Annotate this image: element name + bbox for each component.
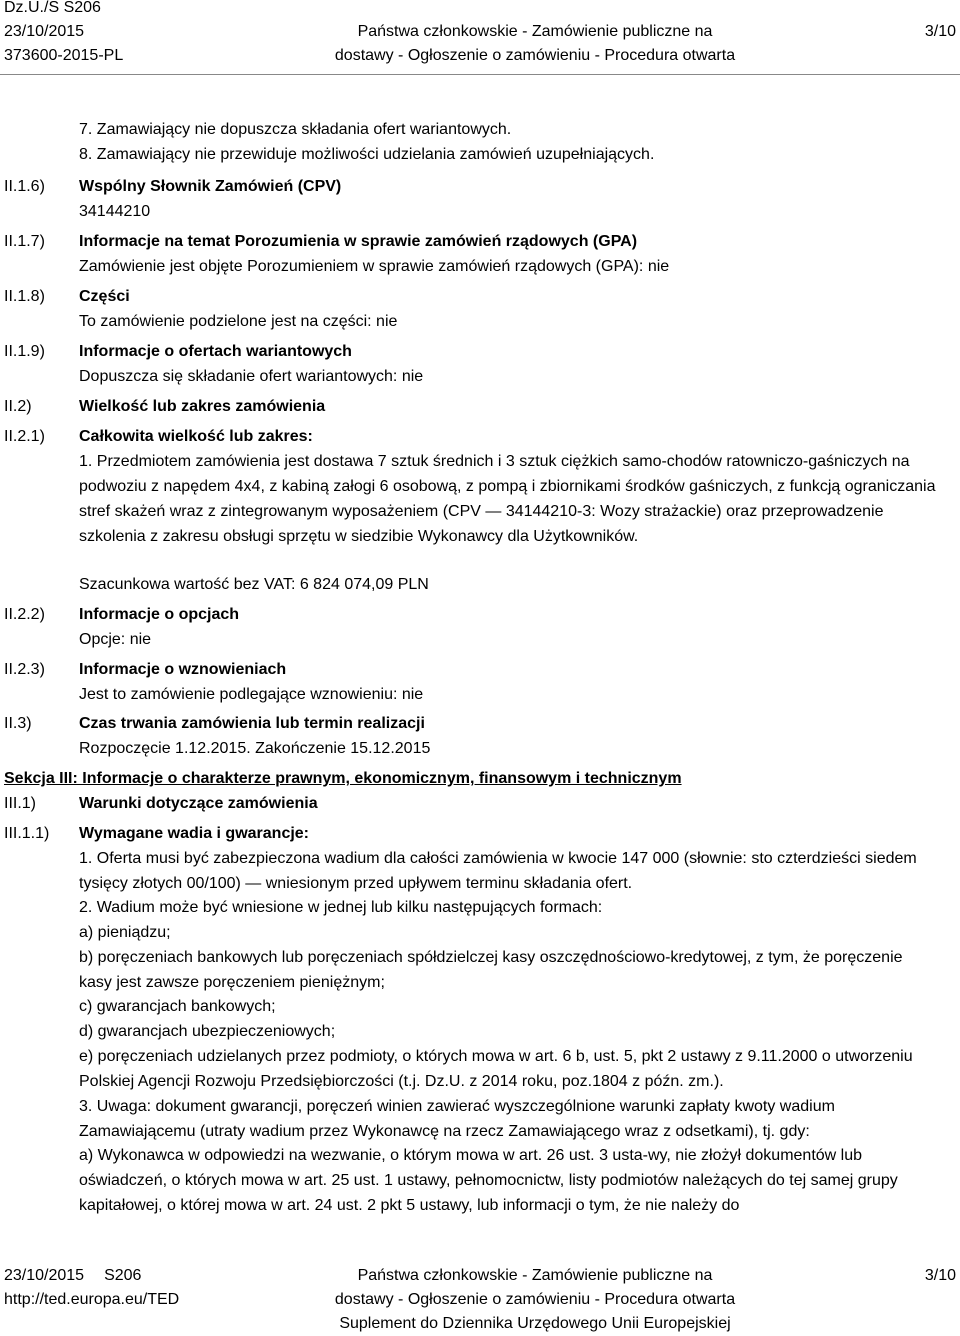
section-heading-conditions: Warunki dotyczące zamówienia	[79, 795, 318, 812]
header-title-line1: Państwa członkowskie - Zamówienie publiczne na	[357, 23, 713, 40]
gpa-value: Zamówienie jest objęte Porozumieniem w sprawie zamówień rządowych (GPA): nie	[79, 258, 670, 275]
header-divider	[0, 74, 960, 75]
journal-ref: Dz.U./S S206	[4, 0, 101, 16]
variants-value: Dopuszcza się składanie ofert wariantowych: nie	[79, 368, 424, 385]
estimated-value: Szacunkowa wartość bez VAT: 6 824 074,09 PLN	[79, 576, 429, 593]
page-header-title	[290, 0, 780, 68]
section-number-iii-1: III.1)	[4, 795, 37, 812]
options-value: Opcje: nie	[79, 631, 152, 648]
section-number-ii-2-2: II.2.2)	[4, 606, 45, 623]
page-header-left	[4, 0, 123, 68]
section-heading-gpa: Informacje na temat Porozumienia w sprawie zamówień rządowych (GPA)	[79, 233, 638, 250]
footer-title-line2: dostawy - Ogłoszenie o zamówieniu - Procedura otwarta	[334, 1291, 736, 1308]
deposit-form-b: b) poręczeniach bankowych lub poręczeniach spółdzielczej kasy oszczędnościowo-kredytowej, z tym, że poręczenie kasy jest zawsze poręczeniem pieniężnym;	[79, 949, 903, 991]
footer-url: http://ted.europa.eu/TED	[4, 1291, 180, 1308]
footer-page-number: 3/10	[924, 1267, 956, 1284]
section-number-ii-1-7: II.1.7)	[4, 233, 45, 250]
section-number-ii-3: II.3)	[4, 715, 32, 732]
item-7: 7. Zamawiający nie dopuszcza składania ofert wariantowych.	[79, 121, 512, 138]
item-8: 8. Zamawiający nie przewiduje możliwości udzielania zamówień uzupełniających.	[79, 146, 655, 163]
section-number-iii-1-1: III.1.1)	[4, 825, 50, 842]
deposit-form-d: d) gwarancjach ubezpieczeniowych;	[79, 1023, 336, 1040]
section-number-ii-2-1: II.2.1)	[4, 428, 45, 445]
page-footer-title	[290, 1264, 780, 1336]
cpv-code: 34144210	[79, 203, 151, 220]
section-number-ii-1-9: II.1.9)	[4, 343, 45, 360]
footer-series: S206	[104, 1267, 142, 1284]
section-iii-title: Sekcja III: Informacje o charakterze prawnym, ekonomicznym, finansowym i technicznym	[4, 770, 682, 787]
section-heading-options: Informacje o opcjach	[79, 606, 240, 623]
parts-value: To zamówienie podzielone jest na części: nie	[79, 313, 398, 330]
header-date: 23/10/2015	[4, 23, 85, 40]
renewals-value: Jest to zamówienie podlegające wznowieniu: nie	[79, 686, 424, 703]
footer-title-line1: Państwa członkowskie - Zamówienie publiczne na	[357, 1267, 713, 1284]
section-heading-deposits: Wymagane wadia i gwarancje:	[79, 825, 310, 842]
header-title-line2: dostawy - Ogłoszenie o zamówieniu - Procedura otwarta	[334, 47, 736, 64]
section-number-ii-1-6: II.1.6)	[4, 178, 45, 195]
deposit-form-c: c) gwarancjach bankowych;	[79, 998, 276, 1015]
section-number-ii-1-8: II.1.8)	[4, 288, 45, 305]
section-number-ii-2: II.2)	[4, 398, 32, 415]
scope-description: 1. Przedmiotem zamówienia jest dostawa 7 sztuk średnich i 3 sztuk ciężkich samo-chodów ratowniczo-gaśniczych na podwoziu z napędem 4x4, z kabiną załogi 6 osobową, z pompą i zbiornikami środków gaśniczych, z funkcją ograniczania stref skażeń wraz z zintegrowanym wyposażeniem (CPV — 34144210-3: Wozy strażackie) oraz przeprowadzenie szkolenia z zakresu obsługi sprzętu w siedzibie Wykonawcy dla Użytkowników.	[79, 453, 936, 545]
section-heading-parts: Części	[79, 288, 130, 305]
header-page-number: 3/10	[924, 23, 956, 40]
deposit-paragraph-1: 1. Oferta musi być zabezpieczona wadium dla całości zamówienia w kwocie 147 000 (słownie: sto czterdzieści siedem tysięcy złotych 00/100) — wniesionym przed upływem terminu składania ofert.	[79, 850, 917, 892]
section-number-ii-2-3: II.2.3)	[4, 661, 45, 678]
deposit-paragraph-2: 2. Wadium może być wniesione w jednej lub kilku następujących formach:	[79, 899, 603, 916]
deposit-paragraph-3: 3. Uwaga: dokument gwarancji, poręczeń winien zawierać wyszczególnione warunki zapłaty kwoty wadium Zamawiającemu (utraty wadium przez Wykonawcę na rzecz Zamawiającego wraz z odsetkami), tj. gdy:	[79, 1098, 835, 1140]
section-heading-scope: Wielkość lub zakres zamówienia	[79, 398, 326, 415]
section-heading-variants: Informacje o ofertach wariantowych	[79, 343, 352, 360]
footer-date: 23/10/2015	[4, 1267, 85, 1284]
deposit-form-e: e) poręczeniach udzielanych przez podmioty, o których mowa w art. 6 b, ust. 5, pkt 2 ustawy z 9.11.2000 o utworzeniu Polskiej Agencji Rozwoju Przedsiębiorczości (t.j. Dz.U. z 2014 roku, poz.1804 z późn. zm.).	[79, 1048, 913, 1090]
section-heading-cpv: Wspólny Słownik Zamówień (CPV)	[79, 178, 342, 195]
deposit-form-a: a) pieniądzu;	[79, 924, 171, 941]
footer-title-line3: Suplement do Dziennika Urzędowego Unii Europejskiej	[339, 1315, 731, 1332]
duration-value: Rozpoczęcie 1.12.2015. Zakończenie 15.12.2015	[79, 740, 431, 757]
section-heading-renewals: Informacje o wznowieniach	[79, 661, 287, 678]
notice-id: 373600-2015-PL	[4, 47, 124, 64]
section-heading-total-quantity: Całkowita wielkość lub zakres:	[79, 428, 313, 445]
section-heading-duration: Czas trwania zamówienia lub termin realizacji	[79, 715, 425, 732]
page-footer-left	[4, 1264, 179, 1312]
deposit-paragraph-3a: a) Wykonawca w odpowiedzi na wezwanie, o którym mowa w art. 26 ust. 3 usta-wy, nie złożył dokumentów lub oświadczeń, o których mowa w art. 25 ust. 1 ustawy, pełnomocnictw, listy podmiotów należących do tej samej grupy kapitałowej, o której mowa w art. 24 ust. 2 pkt 5 ustawy, lub informacji o tym, że nie należy do	[79, 1147, 898, 1214]
